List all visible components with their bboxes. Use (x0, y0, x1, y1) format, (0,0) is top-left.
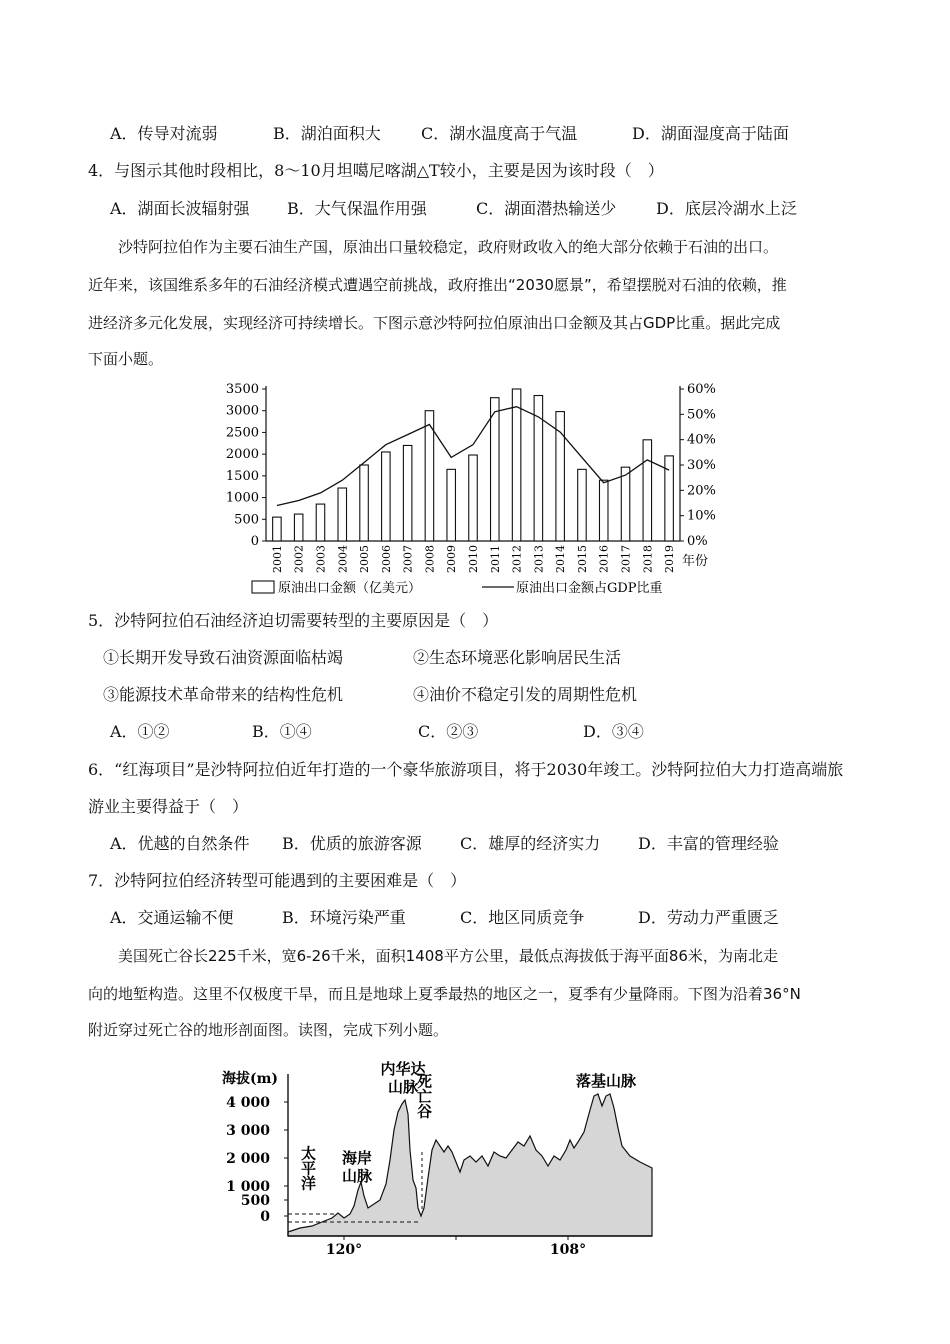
profile-ytick: 2 000 (226, 1151, 270, 1167)
q5-item-2: ②生态环境恶化影响居民生活 (413, 648, 622, 667)
year-label: 2014 (554, 545, 568, 573)
left-tick-label: 3500 (225, 382, 259, 397)
q5-option-d: D．③④ (583, 722, 644, 741)
year-label: 2019 (663, 545, 677, 573)
legend-bar-swatch (252, 581, 274, 593)
q4-option-b: B．大气保温作用强 (287, 199, 427, 218)
export-bar (621, 467, 630, 541)
legend-line-label: 原油出口金额占GDP比重 (516, 581, 663, 596)
year-label: 2018 (641, 545, 655, 573)
label-pacific-ocean: 太平洋 (299, 1145, 317, 1191)
q6-option-a: A．优越的自然条件 (110, 834, 250, 853)
passage1-line2: 近年来，该国维系多年的石油经济模式遭遇空前挑战，政府推出“2030愿景”，希望摆脱对石油的依赖，推 (88, 276, 787, 294)
year-label: 2008 (423, 545, 437, 573)
q7-stem: 7．沙特阿拉伯经济转型可能遇到的主要困难是（ ） (88, 871, 467, 890)
export-bar (360, 465, 369, 541)
oil-export-chart (210, 378, 730, 600)
q3-option-b: B．湖泊面积大 (273, 124, 381, 143)
export-bar (469, 455, 478, 541)
profile-ytick: 0 (260, 1209, 270, 1225)
year-label: 2017 (619, 545, 633, 573)
right-tick-label: 20% (687, 483, 716, 499)
profile-ylabel: 海拔(m) (222, 1071, 279, 1087)
right-tick-label: 0% (687, 534, 708, 549)
q5-item-1: ①长期开发导致石油资源面临枯竭 (103, 648, 344, 667)
label-death-valley: 死亡谷 (415, 1073, 433, 1119)
right-tick-label: 50% (687, 407, 716, 423)
left-tick-label: 1500 (225, 468, 259, 484)
right-tick-label: 60% (687, 382, 716, 397)
legend-bar-label: 原油出口金额（亿美元） (278, 581, 422, 596)
profile-ytick: 4 000 (226, 1095, 270, 1111)
q3-option-a: A．传导对流弱 (110, 124, 218, 143)
export-bar (316, 504, 325, 541)
export-bar (512, 389, 521, 541)
death-valley-profile (220, 1058, 660, 1258)
q3-option-c: C．湖水温度高于气温 (421, 124, 578, 143)
year-label: 2010 (467, 545, 480, 573)
export-bar (599, 480, 608, 541)
q6-stem-line2: 游业主要得益于（ ） (88, 797, 249, 816)
label-coast-range: 海岸山脉 (341, 1149, 373, 1185)
export-bar (491, 398, 500, 541)
year-label: 2004 (336, 545, 350, 573)
left-tick-label: 2500 (225, 425, 259, 441)
year-label: 2001 (270, 545, 284, 573)
export-bar (556, 412, 565, 541)
q6-option-d: D．丰富的管理经验 (638, 834, 779, 853)
q4-option-c: C．湖面潜热输送少 (476, 199, 617, 218)
year-label: 2013 (532, 545, 546, 573)
q5-item-3: ③能源技术革命带来的结构性危机 (103, 685, 344, 704)
left-tick-label: 1000 (225, 490, 259, 506)
left-tick-label: 0 (250, 534, 259, 549)
passage1-line1: 沙特阿拉伯作为主要石油生产国，原油出口量较稳定，政府财政收入的绝大部分依赖于石油的出口。 (118, 238, 779, 256)
export-bar (294, 514, 303, 541)
q5-item-4: ④油价不稳定引发的周期性危机 (413, 685, 638, 704)
label-sierra-nevada: 内华达山脉 (380, 1060, 426, 1096)
label-rocky-mountains: 落基山脉 (575, 1072, 637, 1090)
export-bar (382, 452, 391, 541)
passage2-line3: 附近穿过死亡谷的地形剖面图。读图，完成下列小题。 (88, 1021, 449, 1039)
q5-option-a: A．①② (110, 722, 170, 741)
year-label: 2007 (401, 545, 415, 573)
export-bar (425, 411, 434, 541)
right-tick-label: 10% (687, 508, 716, 524)
profile-ytick: 500 (240, 1193, 270, 1209)
export-bar (403, 445, 412, 541)
export-bar (447, 469, 456, 541)
year-label: 2006 (379, 545, 393, 573)
q3-option-d: D．湖面湿度高于陆面 (632, 124, 789, 143)
year-label: 2015 (575, 545, 589, 573)
q6-option-b: B．优质的旅游客源 (282, 834, 422, 853)
right-tick-label: 30% (687, 458, 716, 473)
profile-xtick: 120° (325, 1242, 363, 1258)
year-label: 2012 (510, 545, 524, 573)
x-unit-label: 年份 (682, 554, 709, 569)
passage2-line1: 美国死亡谷长225千米，宽6-26千米，面积1408平方公里，最低点海拔低于海平面86米，为南北走 (118, 947, 778, 965)
q5-option-b: B．①④ (252, 722, 312, 741)
left-tick-label: 3000 (225, 403, 259, 419)
year-label: 2011 (488, 545, 502, 573)
q4-option-d: D．底层冷湖水上泛 (656, 199, 797, 218)
passage2-line2: 向的地堑构造。这里不仅极度干旱，而且是地球上夏季最热的地区之一，夏季有少量降雨。下图为沿着36°N (88, 985, 801, 1003)
q4-stem: 4．与图示其他时段相比，8～10月坦噶尼喀湖△T较小，主要是因为该时段（ ） (88, 161, 664, 180)
q6-option-c: C．雄厚的经济实力 (460, 834, 601, 853)
year-label: 2016 (597, 545, 611, 573)
left-tick-label: 2000 (225, 447, 259, 463)
q6-stem-line1: 6．“红海项目”是沙特阿拉伯近年打造的一个豪华旅游项目，将于2030年竣工。沙特阿拉伯大力打造高端旅 (88, 760, 844, 779)
profile-ytick: 3 000 (226, 1123, 270, 1139)
export-bar (273, 517, 282, 541)
q7-option-c: C．地区同质竞争 (460, 908, 585, 927)
q7-option-b: B．环境污染严重 (282, 908, 406, 927)
passage1-line3: 进经济多元化发展，实现经济可持续增长。下图示意沙特阿拉伯原油出口金额及其占GDP比重。据此完成 (88, 314, 781, 332)
q7-option-a: A．交通运输不便 (110, 908, 234, 927)
q5-stem: 5．沙特阿拉伯石油经济迫切需要转型的主要原因是（ ） (88, 611, 499, 630)
year-label: 2002 (292, 545, 306, 573)
left-tick-label: 500 (234, 512, 259, 528)
q4-option-a: A．湖面长波辐射强 (110, 199, 250, 218)
q5-option-c: C．②③ (418, 722, 479, 741)
year-label: 2003 (314, 545, 328, 573)
export-bar (643, 440, 652, 541)
export-bar (338, 488, 347, 541)
right-tick-label: 40% (687, 432, 716, 448)
year-label: 2009 (445, 545, 459, 573)
year-label: 2005 (358, 545, 372, 573)
profile-xtick: 108° (549, 1242, 587, 1258)
export-bar (578, 469, 587, 541)
profile-ytick: 1 000 (226, 1179, 270, 1195)
q7-option-d: D．劳动力严重匮乏 (638, 908, 779, 927)
passage1-line4: 下面小题。 (88, 350, 164, 368)
